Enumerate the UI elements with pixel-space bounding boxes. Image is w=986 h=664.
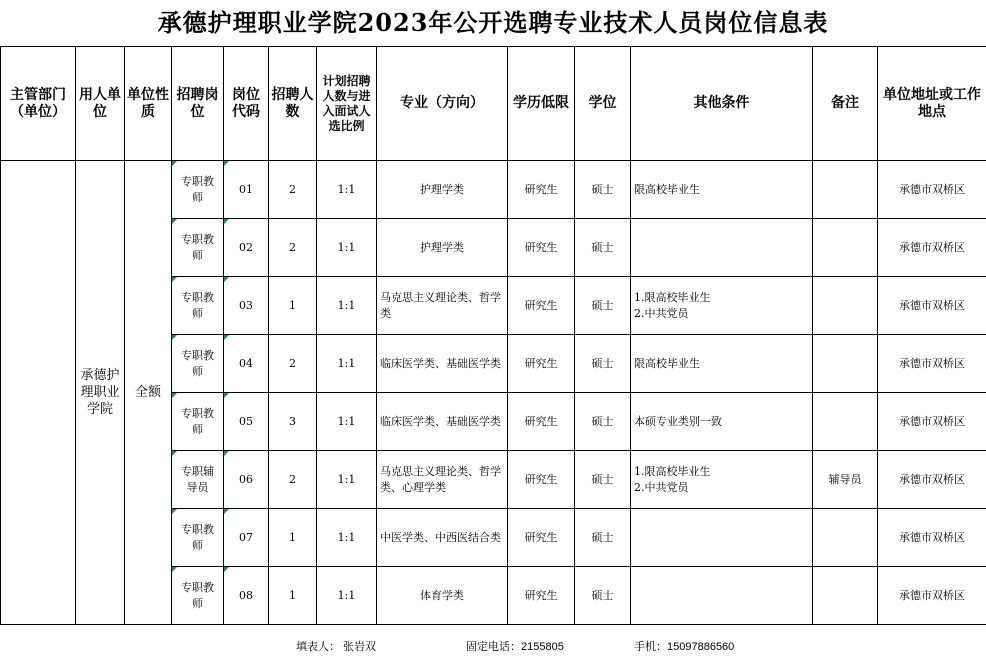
education-cell: 研究生 xyxy=(508,451,575,509)
education-cell: 研究生 xyxy=(508,219,575,277)
remark-cell xyxy=(813,161,878,219)
other-cell: 限高校毕业生 xyxy=(631,335,813,393)
employer-cell: 承德护理职业学院 xyxy=(76,161,125,625)
remark-cell xyxy=(813,393,878,451)
col-header-major: 专业（方向） xyxy=(377,47,508,161)
ratio-cell: 1:1 xyxy=(317,277,377,335)
ratio-cell: 1:1 xyxy=(317,509,377,567)
col-header-code: 岗位代码 xyxy=(224,47,269,161)
code-cell: 08 xyxy=(224,567,269,625)
ratio-cell: 1:1 xyxy=(317,393,377,451)
ratio-cell: 1:1 xyxy=(317,219,377,277)
col-header-employer: 用人单位 xyxy=(76,47,125,161)
other-cell xyxy=(631,509,813,567)
degree-cell: 硕士 xyxy=(575,567,631,625)
col-header-dept: 主管部门（单位） xyxy=(1,47,76,161)
remark-cell xyxy=(813,335,878,393)
address-cell: 承德市双桥区 xyxy=(878,451,986,509)
remark-cell xyxy=(813,567,878,625)
col-header-address: 单位地址或工作地点 xyxy=(878,47,986,161)
col-header-other: 其他条件 xyxy=(631,47,813,161)
degree-cell: 硕士 xyxy=(575,161,631,219)
ratio-cell: 1:1 xyxy=(317,335,377,393)
count-cell: 2 xyxy=(269,219,317,277)
count-cell: 1 xyxy=(269,509,317,567)
major-cell: 护理学类 xyxy=(377,161,508,219)
major-cell: 临床医学类、基础医学类 xyxy=(377,335,508,393)
major-cell: 马克思主义理论类、哲学类 xyxy=(377,277,508,335)
col-header-post: 招聘岗位 xyxy=(172,47,224,161)
post-cell: 专职辅导员 xyxy=(172,451,224,509)
code-cell: 05 xyxy=(224,393,269,451)
address-cell: 承德市双桥区 xyxy=(878,393,986,451)
footer-filler: 填表人： 张岩双 xyxy=(296,641,377,653)
other-cell: 本硕专业类别一致 xyxy=(631,393,813,451)
col-header-degree: 学位 xyxy=(575,47,631,161)
address-cell: 承德市双桥区 xyxy=(878,219,986,277)
code-cell: 02 xyxy=(224,219,269,277)
degree-cell: 硕士 xyxy=(575,219,631,277)
col-header-unit-type: 单位性质 xyxy=(125,47,172,161)
education-cell: 研究生 xyxy=(508,393,575,451)
count-cell: 1 xyxy=(269,277,317,335)
post-cell: 专职教师 xyxy=(172,567,224,625)
table-row xyxy=(1,161,986,219)
count-cell: 2 xyxy=(269,161,317,219)
remark-cell: 辅导员 xyxy=(813,451,878,509)
education-cell: 研究生 xyxy=(508,161,575,219)
col-header-education: 学历低限 xyxy=(508,47,575,161)
other-cell: 1.限高校毕业生 2.中共党员 xyxy=(631,277,813,335)
col-header-remark: 备注 xyxy=(813,47,878,161)
count-cell: 1 xyxy=(269,567,317,625)
col-header-count: 招聘人数 xyxy=(269,47,317,161)
code-cell: 06 xyxy=(224,451,269,509)
education-cell: 研究生 xyxy=(508,335,575,393)
count-cell: 3 xyxy=(269,393,317,451)
code-cell: 07 xyxy=(224,509,269,567)
major-cell: 中医学类、中西医结合类 xyxy=(377,509,508,567)
ratio-cell: 1:1 xyxy=(317,567,377,625)
degree-cell: 硕士 xyxy=(575,509,631,567)
post-cell: 专职教师 xyxy=(172,219,224,277)
remark-cell xyxy=(813,509,878,567)
major-cell: 体育学类 xyxy=(377,567,508,625)
code-cell: 04 xyxy=(224,335,269,393)
address-cell: 承德市双桥区 xyxy=(878,335,986,393)
header-row xyxy=(1,47,986,161)
ratio-cell: 1:1 xyxy=(317,161,377,219)
dept-cell xyxy=(1,161,76,625)
remark-cell xyxy=(813,219,878,277)
unit-type-cell: 全额 xyxy=(125,161,172,625)
post-cell: 专职教师 xyxy=(172,509,224,567)
count-cell: 2 xyxy=(269,451,317,509)
address-cell: 承德市双桥区 xyxy=(878,277,986,335)
address-cell: 承德市双桥区 xyxy=(878,567,986,625)
education-cell: 研究生 xyxy=(508,277,575,335)
post-cell: 专职教师 xyxy=(172,393,224,451)
code-cell: 01 xyxy=(224,161,269,219)
education-cell: 研究生 xyxy=(508,567,575,625)
count-cell: 2 xyxy=(269,335,317,393)
col-header-ratio: 计划招聘人数与进入面试人选比例 xyxy=(317,47,377,161)
address-cell: 承德市双桥区 xyxy=(878,509,986,567)
page-title: 承德护理职业学院2023年公开选聘专业技术人员岗位信息表 xyxy=(157,8,829,37)
degree-cell: 硕士 xyxy=(575,335,631,393)
other-cell xyxy=(631,567,813,625)
positions-table xyxy=(0,46,986,625)
post-cell: 专职教师 xyxy=(172,277,224,335)
major-cell: 临床医学类、基础医学类 xyxy=(377,393,508,451)
footer xyxy=(0,624,986,664)
major-cell: 护理学类 xyxy=(377,219,508,277)
education-cell: 研究生 xyxy=(508,509,575,567)
other-cell: 1.限高校毕业生 2.中共党员 xyxy=(631,451,813,509)
footer-phone: 固定电话：2155805 xyxy=(466,641,564,653)
code-cell: 03 xyxy=(224,277,269,335)
post-cell: 专职教师 xyxy=(172,161,224,219)
degree-cell: 硕士 xyxy=(575,451,631,509)
remark-cell xyxy=(813,277,878,335)
ratio-cell: 1:1 xyxy=(317,451,377,509)
other-cell: 限高校毕业生 xyxy=(631,161,813,219)
degree-cell: 硕士 xyxy=(575,393,631,451)
footer-mobile: 手机：15097886560 xyxy=(634,641,735,653)
other-cell xyxy=(631,219,813,277)
degree-cell: 硕士 xyxy=(575,277,631,335)
major-cell: 马克思主义理论类、哲学类、心理学类 xyxy=(377,451,508,509)
address-cell: 承德市双桥区 xyxy=(878,161,986,219)
post-cell: 专职教师 xyxy=(172,335,224,393)
